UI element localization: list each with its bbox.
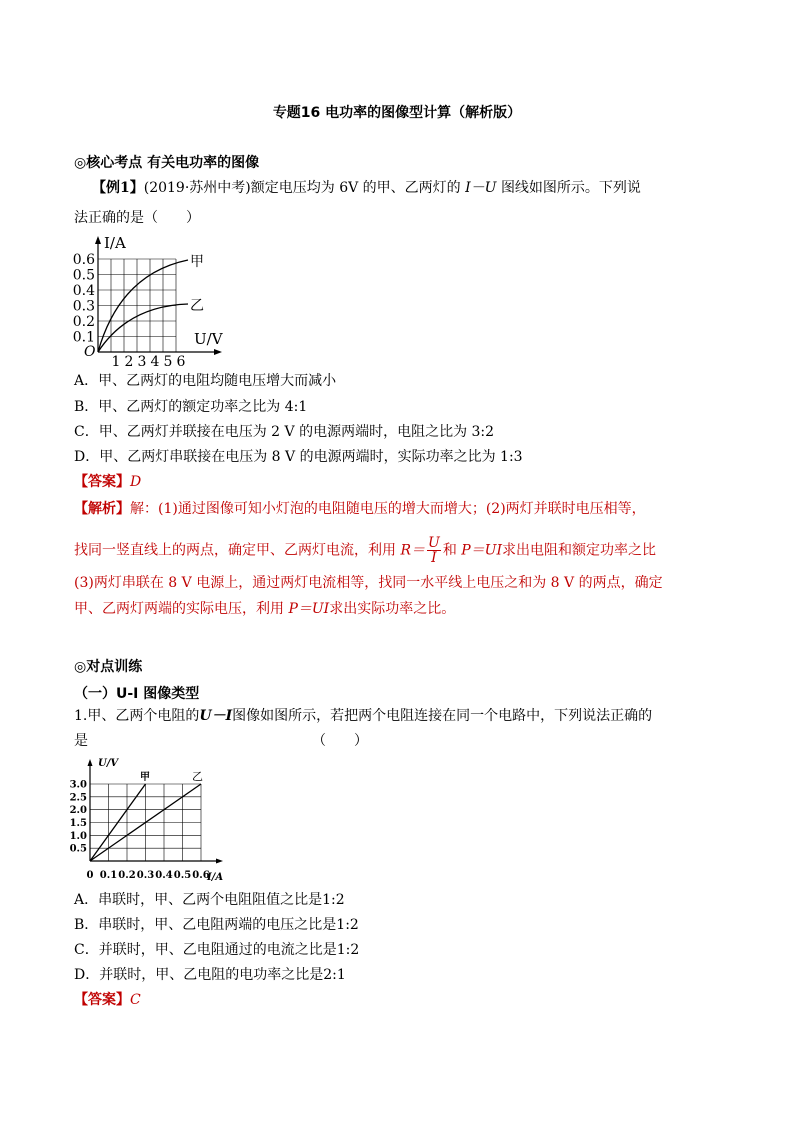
ui-xtick: 0.3 [136,870,155,881]
section-label: 对点训练 [86,659,143,675]
iu-ytick: 0.4 [72,283,95,299]
q1-option-d: D．并联时，甲、乙电阻的电功率之比是2:1 [74,967,346,983]
ui-y-arrow [88,759,93,766]
iu-ytick: 0.1 [72,329,95,346]
section-marker: ◎ [74,155,87,171]
analysis-text: 和 [442,542,462,559]
iu-xtick: 2 [124,354,134,370]
curve-yi [98,304,188,352]
ui-ytick: 1.0 [70,830,87,842]
q1-answer [74,990,141,1010]
iu-ytick: 0.2 [72,314,95,330]
section-heading-core [74,152,259,172]
q1-stem [74,706,652,726]
iu-yticks [73,252,95,346]
iu-series-yi: 乙 [190,298,204,314]
q1-bracket: （ ） [312,733,368,749]
analysis-line-3: (3)两灯串联在 8 V 电源上，通过两灯电流相等，找同一水平线上电压之和为 8 V 的两点，确定 [74,575,663,591]
analysis-text: 求出实际功率之比。 [329,601,456,617]
example-option-c: C．甲、乙两灯并联接在电压为 2 V 的电源两端时，电阻之比为 3:2 [74,424,495,440]
iu-xtick: 6 [176,354,186,370]
ui-ytick: 2.5 [70,792,87,804]
ui-xlabel: I/A [207,872,224,883]
iu-chart [68,234,238,370]
example-stem [92,178,641,198]
section-topic: 有关电功率的图像 [147,155,260,171]
formula-r: R＝ [400,542,425,559]
section-heading-practice [74,656,142,676]
ui-xtick: 0.1 [99,870,118,881]
q1-stem-text: 1.甲、乙两个电阻的 [74,708,200,724]
q1-option-b: B．串联时，甲、乙电阻两端的电压之比是1:2 [74,917,359,933]
example-option-a: A．甲、乙两灯的电阻均随电压增大而减小 [74,373,337,389]
ui-ytick: 3.0 [70,779,87,791]
ui-chart [70,756,240,886]
ui-x-arrow [216,859,223,864]
fraction-denominator: I [431,550,437,566]
formula-p: P＝UI [461,542,503,559]
curve-jia [98,260,188,352]
ui-series-jia: 甲 [140,772,150,783]
analysis-text: 解：(1)通过图像可知小灯泡的电阻随电压的增大而增大；(2)两灯并联时电压相等， [130,501,646,517]
ui-ytick: 0.5 [70,843,87,855]
iu-xtick: 3 [137,354,147,370]
iu-xticks [112,354,186,370]
iu-ylabel: I/A [104,234,126,252]
iu-origin: O [84,344,96,360]
analysis-line-1 [74,499,646,519]
ui-xtick: 0.2 [118,870,136,881]
section-marker: ◎ [74,659,87,675]
ui-xtick: 0.6 [192,870,210,881]
ui-xtick: 0.4 [155,870,173,881]
iu-series-jia: 甲 [190,254,204,270]
answer-label: 【答案】 [74,992,130,1008]
section-label: 核心考点 [86,155,143,171]
example-option-b: B．甲、乙两灯的额定功率之比为 4:1 [74,399,308,415]
example-stem-line2: 法正确的是（ ） [74,210,200,226]
ui-xtick: 0.5 [173,870,192,881]
iu-ytick: 0.6 [72,252,95,268]
analysis-line-2 [74,536,656,565]
ui-ylabel: U/V [98,758,119,769]
analysis-line-4 [74,599,455,619]
iu-x-arrow [214,349,222,355]
example-source: (2019·苏州中考) [143,180,251,196]
q1-stem-line2: 是 [74,733,88,749]
iu-xlabel: U/V [194,330,223,348]
iu-grid [98,259,176,352]
ui-xtick: 0 [86,870,94,881]
ui-yticks [70,780,87,855]
formula-p: P＝UI [288,601,330,617]
answer-value: D [130,474,142,490]
page-title: 专题16 电功率的图像型计算（解析版） [272,105,522,121]
q1-option-c: C．并联时，甲、乙电阻通过的电流之比是1:2 [74,942,360,958]
example-answer [74,472,141,492]
example-tag: 【例1】 [92,180,144,196]
q1-option-a: A．串联时，甲、乙两个电阻阻值之比是1:2 [74,892,345,908]
analysis-label: 【解析】 [74,501,130,517]
example-stem-text-b: 图线如图所示。下列说 [500,180,641,196]
example-option-d: D．甲、乙两灯串联接在电压为 8 V 的电源两端时，实际功率之比为 1:3 [74,449,523,465]
example-stem-text: 额定电压均为 6V 的甲、乙两灯的 [250,180,461,196]
ui-xticks [87,870,210,881]
fraction-numerator: U [428,535,440,551]
iu-ytick: 0.3 [72,298,95,315]
q1-var: U－I [199,708,233,724]
iu-xtick: 5 [163,354,173,370]
subsection-heading: （一）U-I 图像类型 [74,686,200,702]
analysis-text: 甲、乙两灯两端的实际电压，利用 [74,601,289,617]
ui-ytick: 2.0 [70,805,87,817]
iu-xtick: 4 [150,354,160,370]
analysis-text: 求出电阻和额定功率之比 [502,542,657,559]
iu-y-arrow [95,236,101,244]
iu-xtick: 1 [111,354,121,370]
example-var: I－U [465,180,497,196]
answer-value: C [130,992,141,1008]
answer-label: 【答案】 [74,474,130,490]
formula-fraction [427,536,441,565]
iu-ytick: 0.5 [72,267,95,284]
analysis-text: 找同一竖直线上的两点，确定甲、乙两灯电流，利用 [74,542,401,559]
ui-series-yi: 乙 [192,770,203,783]
ui-ytick: 1.5 [70,818,87,829]
q1-stem-text-b: 图像如图所示，若把两个电阻连接在同一个电路中，下列说法正确的 [232,708,653,724]
